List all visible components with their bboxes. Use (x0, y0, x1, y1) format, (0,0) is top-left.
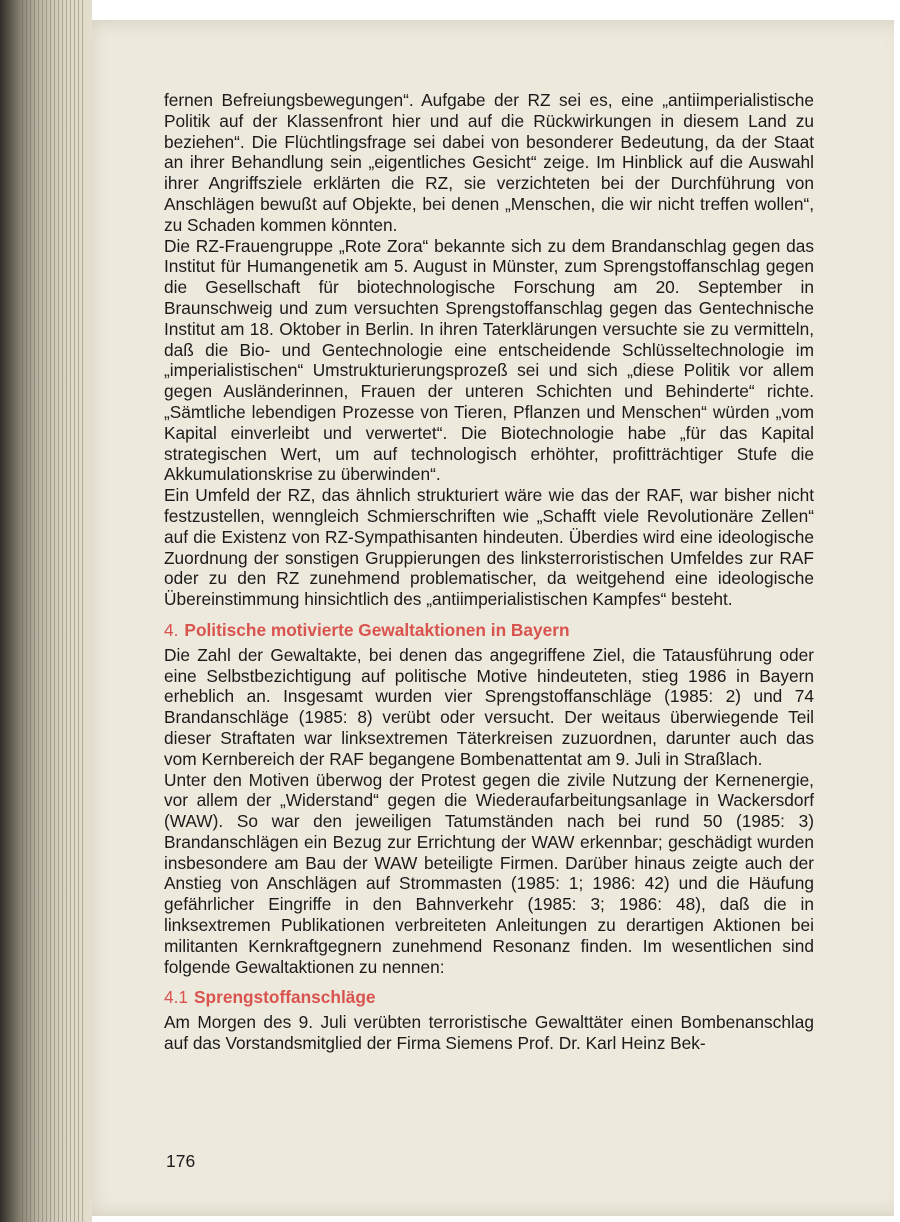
paragraph-rz-environment: Ein Umfeld der RZ, das ähnlich strukturiert wäre wie das der RAF, war bisher nicht festzustellen, wenngleich Schmierschriften wie „Schafft viele Revolutionäre Zellen“ auf die Existenz von RZ-Sympathisanten hindeuten. Überdies wird eine ideologische Zuordnung der sonstigen Gruppierungen des linksterroristischen Umfeldes zur RAF oder zu den RZ zunehmend problematischer, da weitgehend eine ideologische Übereinstimmung hinsichtlich des „antiimperialistischen Kampfes“ besteht. (164, 485, 814, 610)
body-text (164, 90, 814, 1054)
paragraph-motives: Unter den Motiven überwog der Protest gegen die zivile Nutzung der Kernenergie, vor allem der „Widerstand“ gegen die Wiederaufarbeitungsanlage in Wackersdorf (WAW). So war den jeweiligen Tatumständen nach bei rund 50 (1985: 3) Brandanschlägen ein Bezug zur Errichtung der WAW erkennbar; geschädigt wurden insbesondere am Bau der WAW beteiligte Firmen. Darüber hinaus zeigte auch der Anstieg von Anschlägen auf Strommasten (1985: 1; 1986: 42) und die Häufung gefährlicher Eingriffe in den Bahnverkehr (1985: 3; 1986: 48), daß die in linksextremen Publikationen verbreiteten Anleitungen zu derartigen Aktionen bei militanten Kernkraftgegnern zunehmend Resonanz finden. Im wesentlichen sind folgende Gewaltaktionen zu nennen: (164, 769, 814, 977)
section-number: 4. (164, 619, 179, 640)
paragraph-bombing: Am Morgen des 9. Juli verübten terroristische Gewalttäter einen Bombenanschlag auf das Vorstandsmitglied der Firma Siemens Prof. Dr. Karl Heinz Bek- (164, 1012, 814, 1054)
section-heading-4 (164, 620, 814, 641)
section-title: Politische motivierte Gewaltaktionen in Bayern (184, 619, 570, 640)
subsection-title: Sprengstoffanschläge (194, 987, 376, 1008)
paragraph-rz-goals: fernen Befreiungsbewegungen“. Aufgabe der RZ sei es, eine „antiimperialistische Politik auf der Klassenfront hier und auf die Rückwirkungen in diesem Land zu beziehen“. Die Flüchtlingsfrage sei dabei von besonderer Bedeutung, da der Staat an ihrer Behandlung sein „eigentliches Gesicht“ zeige. Im Hinblick auf die Auswahl ihrer Angriffsziele erklärten die RZ, sie verzichteten bei der Durchführung von Anschlägen bewußt auf Objekte, bei denen „Menschen, die wir nicht treffen wollen“, zu Schaden kommen könnten. (164, 90, 814, 235)
paragraph-rote-zora: Die RZ-Frauengruppe „Rote Zora“ bekannte sich zu dem Brandanschlag gegen das Institut für Humangenetik am 5. August in Münster, zum Sprengstoffanschlag gegen die Gesellschaft für biotechnologische Forschung am 20. September in Braunschweig und zum versuchten Sprengstoffanschlag gegen das Gentechnische Institut am 18. Oktober in Berlin. In ihren Taterklärungen versuchte sie zu vermitteln, daß die Bio- und Gentechnologie eine entscheidende Schlüsseltechnologie im „imperialistischen“ Umstrukturierungsprozeß sei und sich „diese Politik vor allem gegen Ausländerinnen, Frauen der unteren Schichten und Behinderte“ richte. „Sämtliche lebendigen Prozesse von Tieren, Pflanzen und Menschen“ würden „vom Kapital einverleibt und verwertet“. Die Biotechnologie habe „für das Kapital strategischen Wert, um auf technologisch erhöhter, profitträchtiger Stufe die Akkumulationskrise zu überwinden“. (164, 235, 814, 485)
subsection-number: 4.1 (164, 987, 189, 1008)
section-heading-4-1 (164, 987, 814, 1008)
paragraph-violence-stats: Die Zahl der Gewaltakte, bei denen das angegriffene Ziel, die Tatausführung oder eine Selbstbezichtigung auf politische Motive hindeuteten, stieg 1986 in Bayern erheblich an. Insgesamt wurden vier Sprengstoffanschläge (1985: 2) und 74 Brandanschläge (1985: 8) verübt oder versucht. Der weitaus überwiegende Teil dieser Straftaten war linksextremen Täterkreisen zuzuordnen, darunter auch das vom Kernbereich der RAF begangene Bombenattentat am 9. Juli in Straßlach. (164, 644, 814, 769)
page-number: 176 (166, 1151, 196, 1171)
page-edges (22, 0, 84, 1222)
